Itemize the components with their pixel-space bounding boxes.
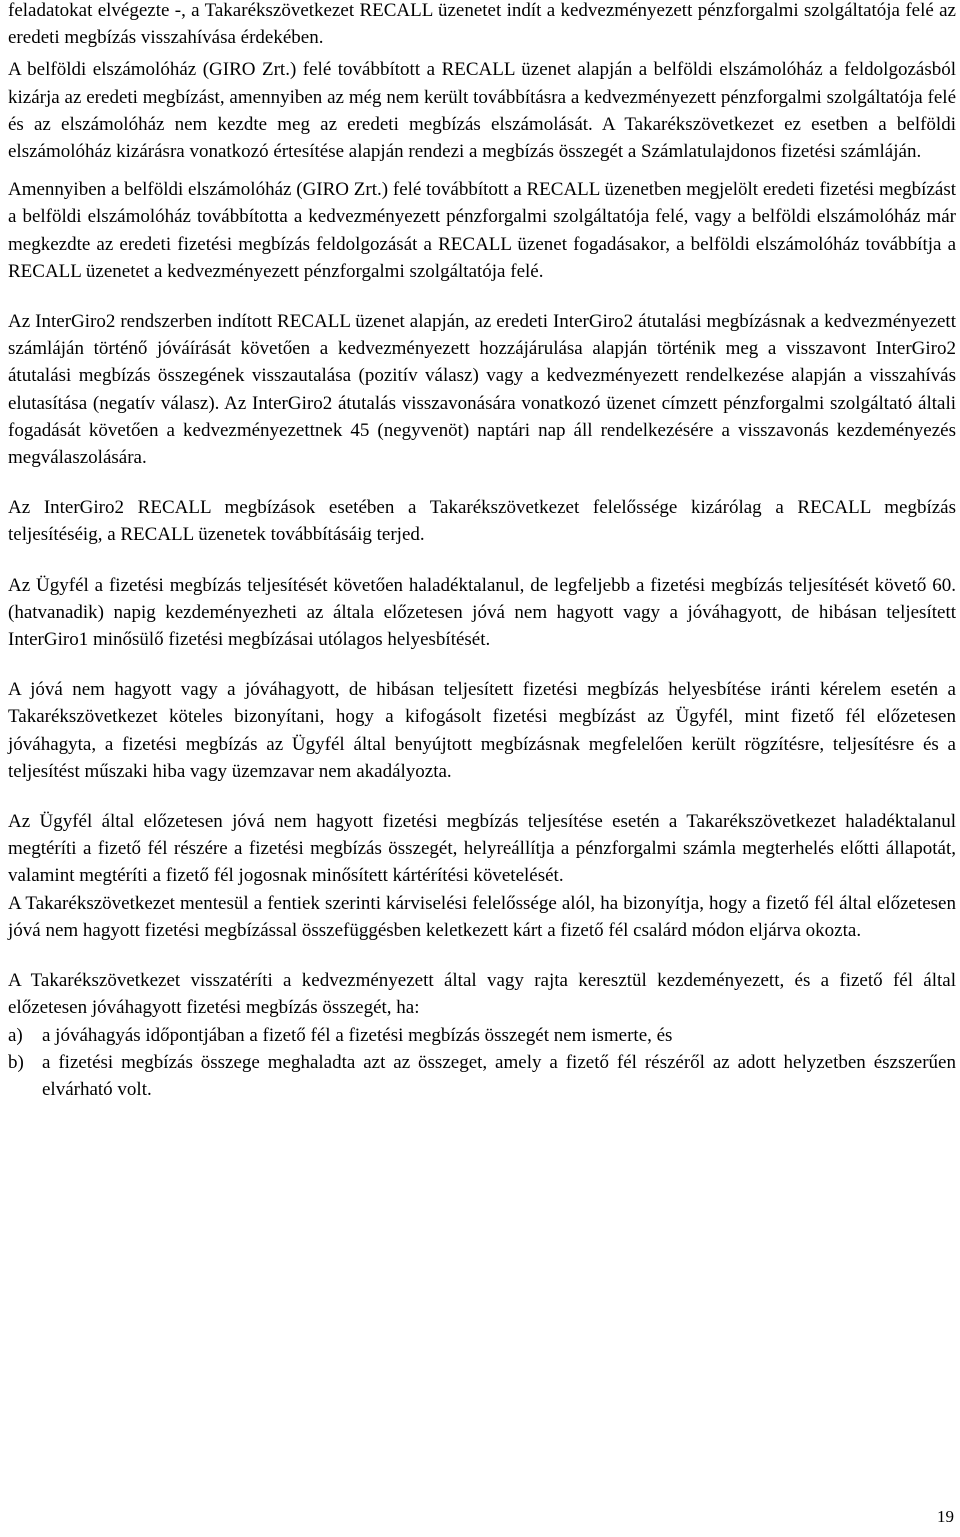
paragraph-giro-forwarding: Amennyiben a belföldi elszámolóház (GIRO Zrt.) felé továbbított a RECALL üzenetben megjelölt eredeti fizetési megbízást a belföldi elszámolóház továbbította a kedvezményezett pénzforgalmi szolgáltatója felé, vagy a belföldi elszámolóház már megkezdte az eredeti fizetési megbízás feldolgozását a RECALL üzenet fogadásakor, a belföldi elszámolóház továbbítja a RECALL üzenetet a kedvezményezett pénzforgalmi szolgáltatója felé. [8,179,956,282]
paragraph-unauthorized-refund: Az Ügyfél által előzetesen jóvá nem hagyott fizetési megbízás teljesítése esetén a Takarékszövetkezet haladéktalanul megtéríti a fizető fél részére a fizetési megbízás összegét, helyreállítja a pénzforgalmi számla megterhelés előtti állapotát, valamint megtéríti a fizető fél jogosnak minősített kártérítési követelését. [8,811,956,887]
conditions-list [8,1022,956,1104]
paragraph-correction-request: Az Ügyfél a fizetési megbízás teljesítését követően haladéktalanul, de legfeljebb a fizetési megbízás teljesítését követő 60. (hatvanadik) napig kezdeményezheti az általa előzetesen jóvá nem hagyott vagy a jóváhagyott, de hibásan teljesített InterGiro1 minősülő fizetési megbízásai utólagos helyesbítését. [8,574,956,651]
list-item [8,1049,956,1103]
paragraph-intergiro2-recall: Az InterGiro2 rendszerben indított RECALL üzenet alapján, az eredeti InterGiro2 átutalási megbízásnak a kedvezményezett számláján történő jóváírását követően a kedvezményezett hozzájárulása alapján történik meg a visszavont InterGiro2 átutalási megbízás összegének visszautalása (pozitív válasz) vagy a kedvezményezett rendelkezése alapján a visszahívás elutasítása (negatív válasz). Az InterGiro2 átutalás visszavonására vonatkozó üzenet címzett pénzforgalmi szolgáltató általi fogadását követően a kedvezményezettnek 45 (negyvenöt) naptári nap áll rendelkezésére a visszavonás kezdeményezés megválaszolására. [8,311,956,469]
paragraph-exemption: A Takarékszövetkezet mentesül a fentiek szerinti kárviselési felelőssége alól, ha bizonyítja, hogy a fizető fél által előzetesen jóvá nem hagyott fizetési megbízással összefüggésben keletkezett kárt a fizető fél csalárd módon eljárva okozta. [8,892,956,941]
document-page [8,0,956,1103]
paragraph-burden-of-proof: A jóvá nem hagyott vagy a jóváhagyott, de hibásan teljesített fizetési megbízás helyesbítése iránti kérelem esetén a Takarékszövetkezet köteles bizonyítani, hogy a kifogásolt fizetési megbízást az Ügyfél, mint fizető fél előzetesen jóváhagyta, a fizetési megbízás az Ügyfél által benyújtott megbízásnak megfelelően került rögzítésre, teljesítésre és a teljesítést műszaki hiba vagy üzemzavar nem akadályozta. [8,679,956,782]
page-number: 19 [937,1507,954,1526]
paragraph-refund-conditions: A Takarékszövetkezet visszatéríti a kedvezményezett által vagy rajta keresztül kezdeményezett, és a fizető fél által előzetesen jóváhagyott fizetési megbízás összegét, ha: [8,970,956,1019]
paragraph-giro-exclusion: A belföldi elszámolóház (GIRO Zrt.) felé továbbított a RECALL üzenet alapján a belföldi elszámolóház a feldolgozásból kizárja az eredeti megbízást, amennyiben az még nem került továbbításra a kedvezményezett pénzforgalmi szolgáltatója felé és az elszámolóház nem kezdte meg az eredeti megbízás elszámolását. A Takarékszövetkezet ez esetben a belföldi elszámolóház kizárásra vonatkozó értesítése alapján rendezi a megbízás összegét a Számlatulajdonos fizetési számláján. [8,59,956,163]
paragraph-recall-intro: feladatokat elvégezte -, a Takarékszövetkezet RECALL üzenetet indít a kedvezményezett pénzforgalmi szolgáltatója felé az eredeti megbízás visszahívása érdekében. [8,0,956,49]
list-item-text: a jóváhagyás időpontjában a fizető fél a fizetési megbízás összegét nem ismerte, és [42,1024,673,1046]
list-marker: a) [8,1024,23,1046]
list-item [8,1022,956,1049]
list-marker: b) [8,1051,24,1073]
list-item-text: a fizetési megbízás összege meghaladta azt az összeget, amely a fizető fél részéről az adott helyzetben észszerűen elvárható volt. [42,1051,956,1100]
paragraph-intergiro2-liability: Az InterGiro2 RECALL megbízások esetében a Takarékszövetkezet felelőssége kizárólag a RECALL megbízás teljesítéséig, a RECALL üzenetek továbbításáig terjed. [8,497,956,546]
